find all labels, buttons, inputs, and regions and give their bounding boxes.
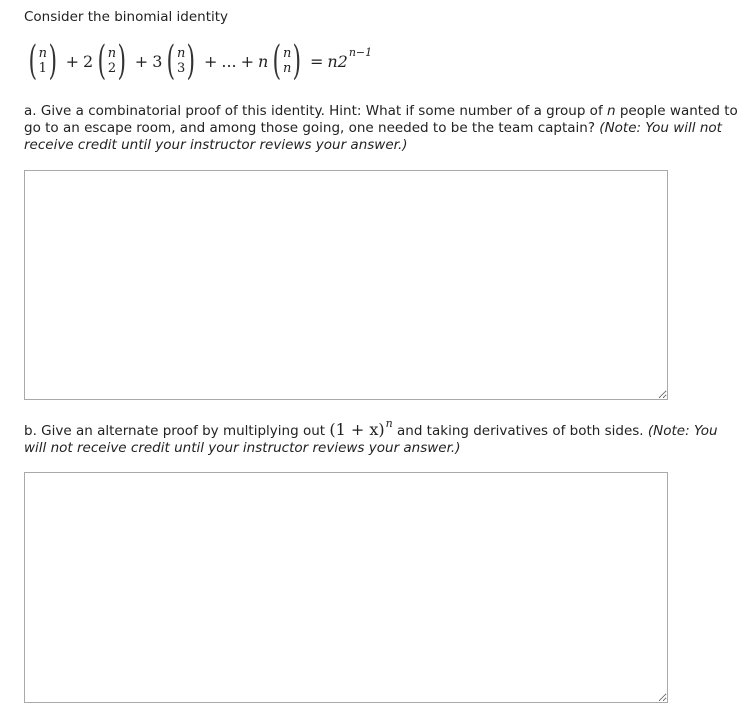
binom-n-1: ( n 1 ) [28, 38, 58, 84]
identity-rhs: n2 [327, 51, 348, 71]
identity-rhs-exponent: n−1 [348, 45, 373, 59]
binomial-identity-equation: ( n 1 ) + 2 ( n 2 ) + 3 ( n 3 ) + ... + n ( n n ) = n2 n−1 [24, 38, 372, 84]
binom-n-3: ( n 3 ) [166, 38, 196, 84]
part-b-answer-textarea[interactable] [24, 472, 668, 703]
binom-n-n: ( n n ) [272, 38, 302, 84]
part-a-answer-textarea[interactable] [24, 170, 668, 400]
expansion-expression: $(1 + x)^n$ [329, 417, 393, 439]
binom-n-2: ( n 2 ) [97, 38, 127, 84]
part-b-prompt: b. Give an alternate proof by multiplying out $(1 + x)^n$ and taking derivatives of both sides. (Note: You will not receive credit until your instructor reviews your answer.) [24, 417, 718, 456]
part-a-prompt: a. Give a combinatorial proof of this identity. Hint: What if some number of a group of n people wanted to go to an escape room, and among those going, one needed to be the team captain? (Note: You will not receive credit until your instructor reviews your answer.) [24, 103, 738, 153]
intro-text: Consider the binomial identity [24, 9, 229, 25]
